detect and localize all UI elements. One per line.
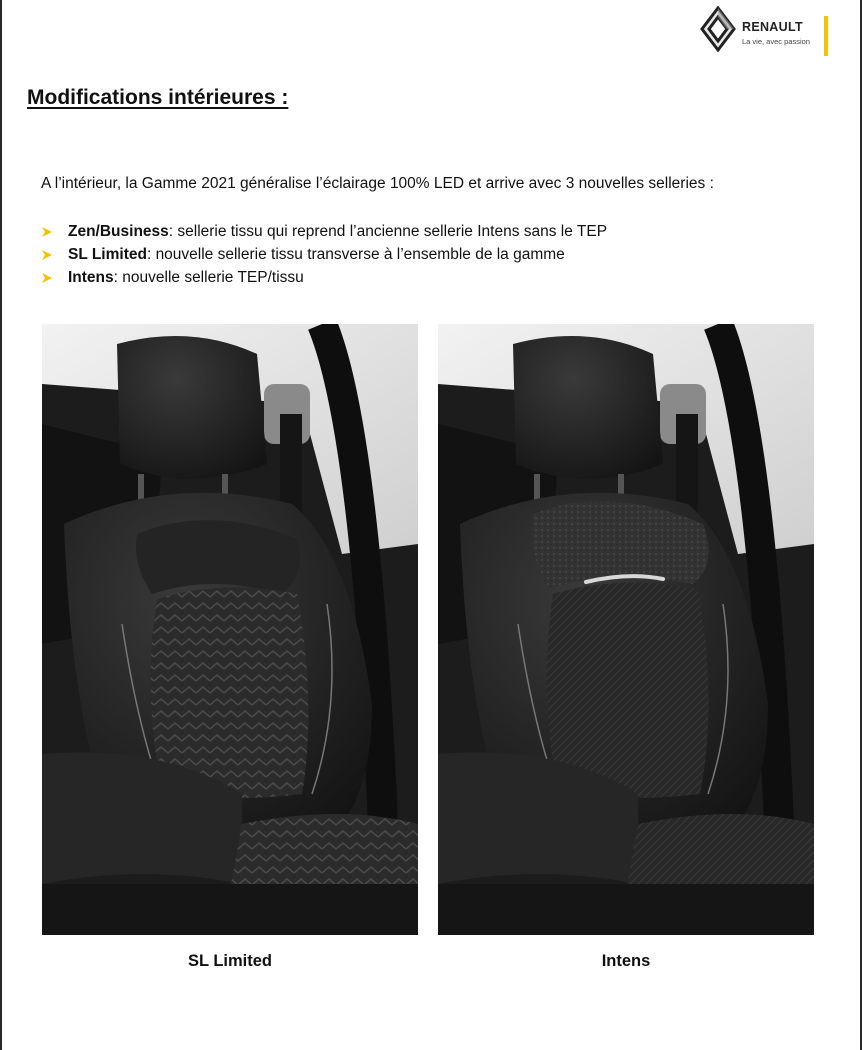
seat-photo-intens [438,324,814,935]
bullet-term: SL Limited [68,246,147,263]
brand-tagline: La vie, avec passion [742,37,810,46]
brand-name: RENAULT [742,20,803,34]
intro-paragraph: A l’intérieur, la Gamme 2021 généralise l’éclairage 100% LED et arrive avec 3 nouvelles selleries : [41,175,714,192]
page-title: Modifications intérieures : [27,86,289,109]
list-item [41,243,831,266]
upholstery-list [41,220,831,289]
renault-logo [700,6,830,54]
bullet-term: Zen/Business [68,223,169,240]
brand-accent-bar [824,16,828,56]
arrow-bullet-icon [41,226,53,238]
renault-diamond-icon [700,6,736,52]
photo-caption-intens: Intens [601,952,651,970]
list-item [41,220,831,243]
bullet-term: Intens [68,269,114,286]
list-item [41,266,831,289]
arrow-bullet-icon [41,249,53,261]
arrow-bullet-icon [41,272,53,284]
seat-photo-sl-limited [42,324,418,935]
bullet-description: : sellerie tissu qui reprend l’ancienne sellerie Intens sans le TEP [168,223,608,240]
photo-caption-sl-limited: SL Limited [187,952,273,970]
bullet-description: : nouvelle sellerie TEP/tissu [113,269,304,286]
bullet-description: : nouvelle sellerie tissu transverse à l’ensemble de la gamme [146,246,565,263]
